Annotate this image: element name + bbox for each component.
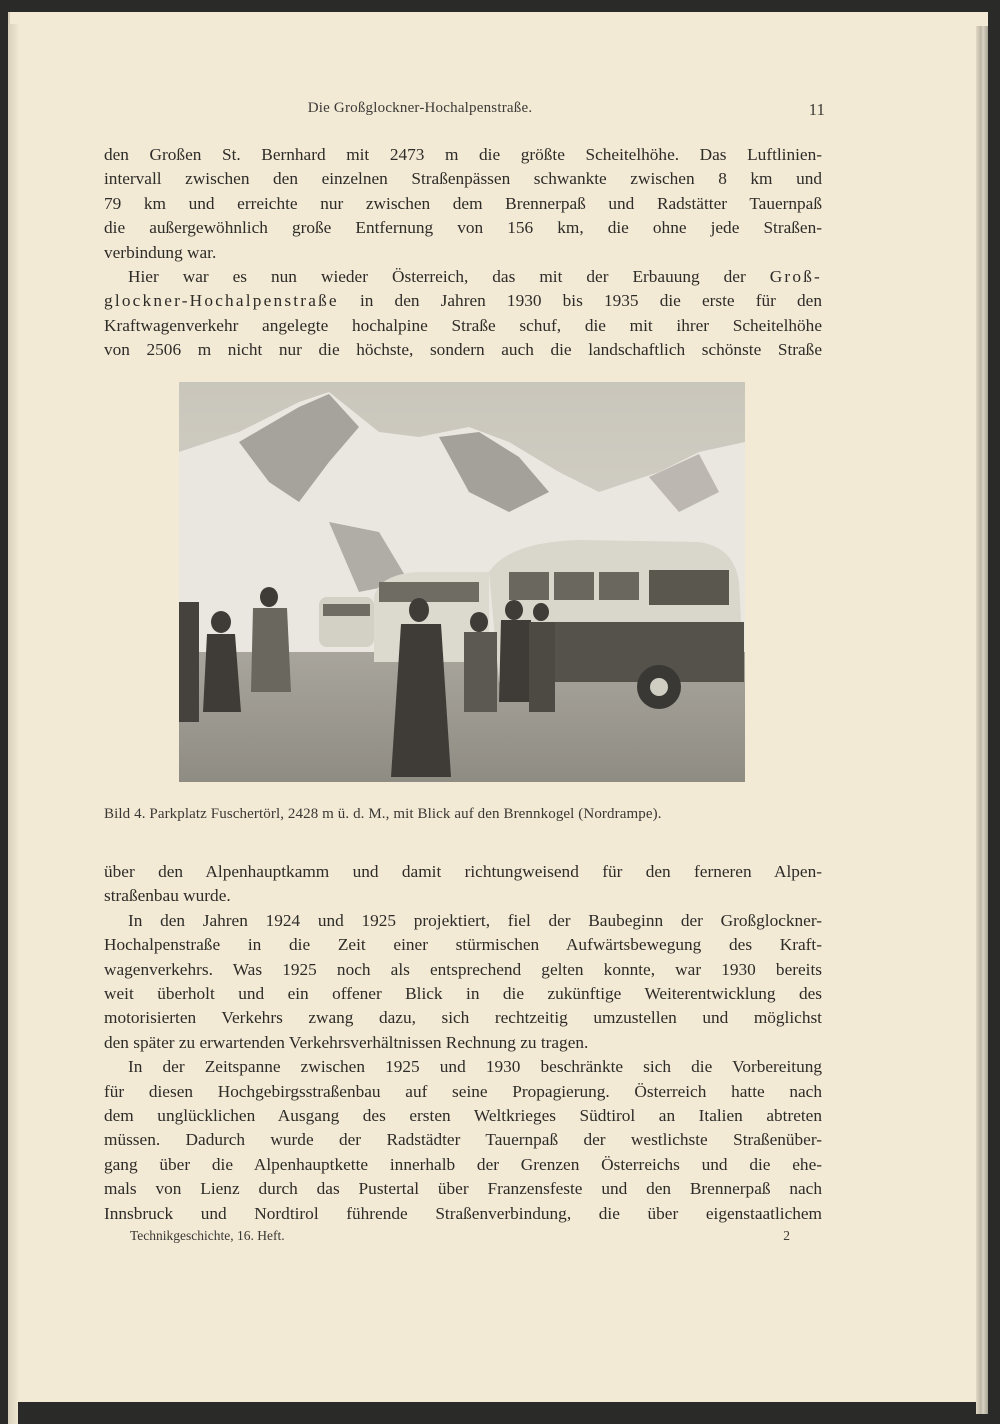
text-line: straßenbau wurde. [104,886,231,906]
body-text-bottom [104,860,822,1226]
photo-fuschertoerl [179,382,745,782]
text-run: Hier war es nun wieder Österreich, das mit der Erbauung der [128,267,770,287]
text-line: In den Jahren 1924 und 1925 projektiert, fiel der Baubeginn der Großglockner- [128,910,822,930]
page-number: 11 [808,100,825,119]
paragraph-continued-top [104,143,822,265]
text-line: dem unglücklichen Ausgang des ersten Weltkrieges Südtirol an Italien abtreten [104,1106,822,1126]
journal-title: Technikgeschichte, 16. Heft. [130,1228,285,1243]
paragraph-1925 [104,1055,822,1226]
text-line [104,265,822,289]
car-left-edge [179,602,199,722]
text-line: für diesen Hochgebirgsstraßenbau auf seine Propagierung. Österreich hatte nach [104,1081,822,1101]
text-line: mals von Lienz durch das Pustertal über Franzensfeste und den Brennerpaß nach [104,1179,822,1199]
text-line: den später zu erwartenden Verkehrsverhältnissen Rechnung zu tragen. [104,1032,589,1052]
text-line: wagenverkehrs. Was 1925 noch als entsprechend gelten konnte, war 1930 bereits [104,959,822,979]
text-line: von 2506 m nicht nur die höchste, sondern auch die landschaftlich schönste Straße [104,340,822,360]
emphasized-text: Groß- [769,267,822,287]
paragraph-oesterreich [104,265,822,363]
emphasized-text: glockner-Hochalpenstraße [104,291,339,311]
text-line: gang über die Alpenhauptkette innerhalb der Grenzen Österreichs und die ehe- [104,1154,822,1174]
paragraph-1924 [104,909,822,1055]
text-line: Hochalpenstraße in die Zeit einer stürmischen Aufwärtsbewegung des Kraft- [104,935,822,955]
text-run: in den Jahren 1930 bis 1935 die erste für den [338,291,822,311]
text-line: intervall zwischen den einzelnen Straßenpässen schwankte zwischen 8 km und [104,169,822,189]
text-line: den Großen St. Bernhard mit 2473 m die größte Scheitelhöhe. Das Luftlinien- [104,145,822,164]
paragraph-continued-after-figure [104,860,822,909]
text-line: Kraftwagenverkehr angelegte hochalpine Straße schuf, die mit ihrer Scheitelhöhe [104,315,822,335]
figure-photo [179,382,745,782]
signature-mark: 2 [783,1228,790,1243]
text-line: die außergewöhnlich große Entfernung von 156 km, die ohne jede Straßen- [104,218,822,238]
body-text-top [104,143,822,363]
figure-caption: Bild 4. Parkplatz Fuschertörl, 2428 m ü. d. M., mit Blick auf den Brennkogel (Nordrampe). [104,806,662,822]
text-line: 79 km und erreichte nur zwischen dem Brennerpaß und Radstätter Tauernpaß [104,193,822,213]
text-line: Innsbruck und Nordtirol führende Straßenverbindung, die über eigenstaatlichem [104,1203,822,1223]
text-line: über den Alpenhauptkamm und damit richtungweisend für den ferneren Alpen- [104,862,822,881]
running-head [100,100,825,124]
text-line: verbindung war. [104,242,217,262]
page-edge-right [976,26,988,1414]
text-line: In der Zeitspanne zwischen 1925 und 1930 beschränkte sich die Vorbereitung [128,1057,822,1077]
page-edge-left [8,24,18,1424]
running-title: Die Großglockner-Hochalpenstraße. [307,100,533,116]
text-line: motorisierten Verkehrs zwang dazu, sich rechtzeitig umzustellen und möglichst [104,1008,822,1028]
bus-far [319,597,374,647]
text-line: müssen. Dadurch wurde der Radstädter Tauernpaß der westlichste Straßenüber- [104,1130,822,1150]
text-line: weit überholt und ein offener Blick in die zukünftige Weiterentwicklung des [104,984,822,1004]
text-line [104,289,822,313]
